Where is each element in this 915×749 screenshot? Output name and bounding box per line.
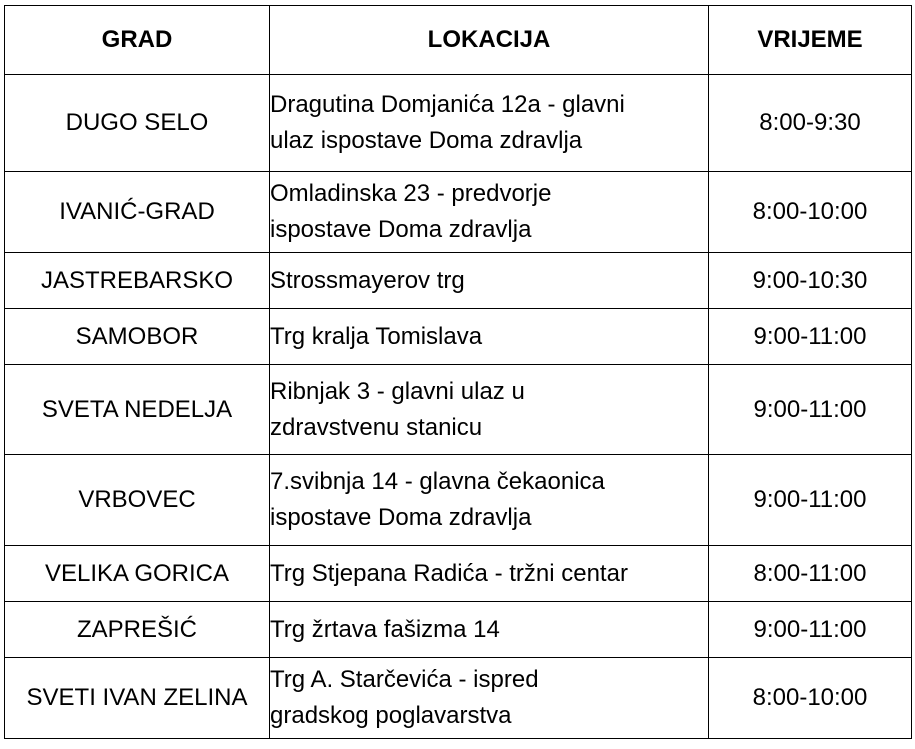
cell-vrijeme: 9:00-11:00 (709, 365, 912, 455)
cell-grad: VRBOVEC (5, 455, 270, 546)
lokacija-line: ulaz ispostave Doma zdravlja (270, 127, 583, 154)
header-grad: GRAD (5, 6, 270, 75)
cell-vrijeme: 8:00-11:00 (709, 546, 912, 602)
cell-grad: SAMOBOR (5, 309, 270, 365)
lokacija-line: Trg kralja Tomislava (270, 322, 483, 350)
cell-lokacija (270, 253, 709, 309)
lokacija-line: zdravstvenu stanicu (270, 413, 483, 441)
lokacija-line: ispostave Doma zdravlja (270, 216, 532, 243)
table-row (5, 75, 912, 172)
lokacija-line: Omladinska 23 - predvorje (270, 180, 552, 207)
table-row (5, 546, 912, 602)
cell-vrijeme: 9:00-10:30 (709, 253, 912, 309)
cell-vrijeme: 8:00-10:00 (709, 658, 912, 739)
cell-grad: JASTREBARSKO (5, 253, 270, 309)
lokacija-line: gradskog poglavarstva (270, 702, 512, 729)
table-row (5, 602, 912, 658)
cell-lokacija (270, 455, 709, 546)
table-row (5, 172, 912, 253)
cell-lokacija (270, 658, 709, 739)
table-row (5, 253, 912, 309)
table-row (5, 309, 912, 365)
table-row (5, 365, 912, 455)
header-lokacija: LOKACIJA (270, 6, 709, 75)
schedule-table (4, 5, 912, 739)
table-row (5, 455, 912, 546)
cell-lokacija (270, 309, 709, 365)
header-vrijeme: VRIJEME (709, 6, 912, 75)
lokacija-line: 7.svibnja 14 - glavna čekaonica (270, 468, 605, 495)
cell-grad: DUGO SELO (5, 75, 270, 172)
lokacija-line: Trg žrtava fašizma 14 (270, 615, 500, 643)
cell-lokacija (270, 365, 709, 455)
table-row (5, 658, 912, 739)
lokacija-line: Strossmayerov trg (270, 266, 465, 294)
cell-grad: SVETA NEDELJA (5, 365, 270, 455)
cell-vrijeme: 8:00-10:00 (709, 172, 912, 253)
cell-lokacija (270, 172, 709, 253)
cell-vrijeme: 9:00-11:00 (709, 602, 912, 658)
cell-lokacija (270, 602, 709, 658)
cell-vrijeme: 8:00-9:30 (709, 75, 912, 172)
lokacija-line: Trg Stjepana Radića - tržni centar (270, 559, 628, 587)
cell-vrijeme: 9:00-11:00 (709, 455, 912, 546)
cell-vrijeme: 9:00-11:00 (709, 309, 912, 365)
cell-grad: IVANIĆ-GRAD (5, 172, 270, 253)
lokacija-line: Ribnjak 3 - glavni ulaz u (270, 377, 525, 405)
lokacija-line: ispostave Doma zdravlja (270, 504, 532, 531)
cell-grad: ZAPREŠIĆ (5, 602, 270, 658)
lokacija-line: Dragutina Domjanića 12a - glavni (270, 91, 625, 118)
cell-lokacija (270, 75, 709, 172)
cell-grad: SVETI IVAN ZELINA (5, 658, 270, 739)
lokacija-line: Trg A. Starčevića - ispred (270, 666, 539, 693)
cell-lokacija (270, 546, 709, 602)
cell-grad: VELIKA GORICA (5, 546, 270, 602)
header-row (5, 6, 912, 75)
